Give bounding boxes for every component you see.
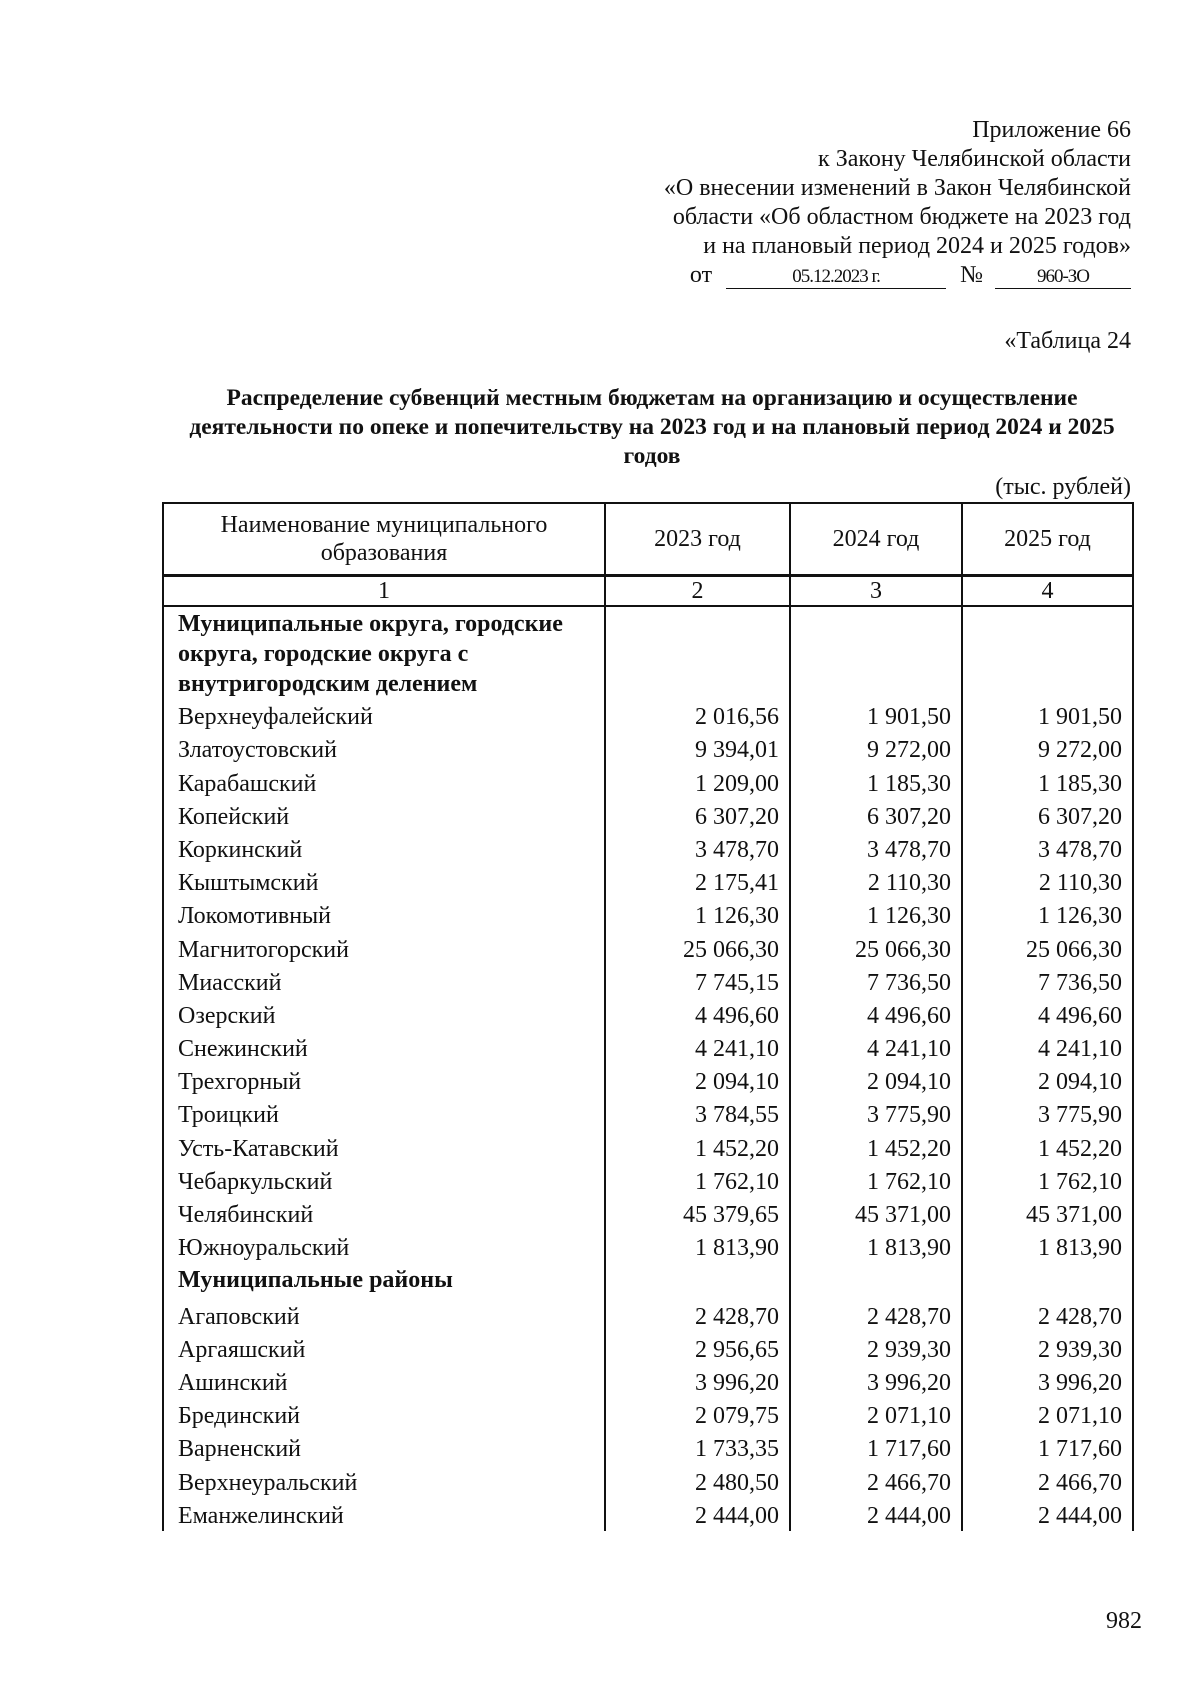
value-2025: 6 307,20 [962, 799, 1133, 832]
table-row [163, 1431, 1133, 1464]
table-row [163, 931, 1133, 964]
table-row [163, 965, 1133, 998]
column-number: 2 [605, 576, 790, 607]
header-row [163, 503, 1133, 576]
value-2024: 1 185,30 [790, 765, 962, 798]
value-2025: 1 452,20 [962, 1130, 1133, 1163]
value-2024: 1 717,60 [790, 1431, 962, 1464]
document-title: Распределение субвенций местным бюджетам на организацию и осуществление деятельности по опеке и попечительству на 2023 год и на плановый период 2024 и 2025 годов [189, 385, 1115, 469]
column-number: 3 [790, 576, 962, 607]
municipality-name: Троицкий [163, 1097, 605, 1130]
column-number: 1 [163, 576, 605, 607]
value-2023: 4 496,60 [605, 998, 790, 1031]
municipality-name: Снежинский [163, 1031, 605, 1064]
value-2025: 1 762,10 [962, 1164, 1133, 1197]
value-2024: 1 452,20 [790, 1130, 962, 1163]
value-2025: 1 901,50 [962, 699, 1133, 732]
header-line: области «Об областном бюджете на 2023 год [672, 204, 1131, 230]
section-title: Муниципальные районы [163, 1263, 605, 1298]
table-body [163, 606, 1133, 1531]
empty-cell [790, 606, 962, 699]
value-2025: 4 496,60 [962, 998, 1133, 1031]
value-2025: 1 717,60 [962, 1431, 1133, 1464]
value-2024: 7 736,50 [790, 965, 962, 998]
table-row [163, 1464, 1133, 1497]
value-2024: 1 126,30 [790, 898, 962, 931]
from-label: от [689, 262, 713, 288]
value-2024: 1 901,50 [790, 699, 962, 732]
value-2023: 1 733,35 [605, 1431, 790, 1464]
value-2023: 1 452,20 [605, 1130, 790, 1163]
value-2024: 25 066,30 [790, 931, 962, 964]
municipality-name: Аргаяшский [163, 1332, 605, 1365]
value-2025: 2 110,30 [962, 865, 1133, 898]
value-2025: 1 813,90 [962, 1230, 1133, 1263]
value-2023: 7 745,15 [605, 965, 790, 998]
law-date: 05.12.2023 г. [726, 266, 946, 289]
empty-cell [962, 606, 1133, 699]
value-2023: 6 307,20 [605, 799, 790, 832]
municipality-name: Озерский [163, 998, 605, 1031]
table-row [163, 1365, 1133, 1398]
value-2025: 9 272,00 [962, 732, 1133, 765]
value-2025: 2 094,10 [962, 1064, 1133, 1097]
value-2024: 2 428,70 [790, 1298, 962, 1331]
value-2023: 3 784,55 [605, 1097, 790, 1130]
value-2023: 3 478,70 [605, 832, 790, 865]
municipality-name: Кыштымский [163, 865, 605, 898]
value-2023: 2 428,70 [605, 1298, 790, 1331]
municipality-name: Варненский [163, 1431, 605, 1464]
header-line: и на плановый период 2024 и 2025 годов» [703, 233, 1131, 259]
table-row [163, 699, 1133, 732]
value-2023: 1 209,00 [605, 765, 790, 798]
value-2024: 9 272,00 [790, 732, 962, 765]
value-2023: 25 066,30 [605, 931, 790, 964]
value-2025: 2 428,70 [962, 1298, 1133, 1331]
value-2023: 1 126,30 [605, 898, 790, 931]
value-2023: 2 444,00 [605, 1498, 790, 1531]
value-2023: 4 241,10 [605, 1031, 790, 1064]
value-2023: 2 016,56 [605, 699, 790, 732]
table-row [163, 1130, 1133, 1163]
municipality-name: Коркинский [163, 832, 605, 865]
value-2024: 3 478,70 [790, 832, 962, 865]
table-row [163, 1097, 1133, 1130]
table-row [163, 998, 1133, 1031]
section-row [163, 606, 1133, 699]
table-row [163, 1230, 1133, 1263]
municipality-name: Верхнеуральский [163, 1464, 605, 1497]
table-row [163, 1197, 1133, 1230]
table-row [163, 732, 1133, 765]
table-row [163, 1164, 1133, 1197]
municipality-name: Карабашский [163, 765, 605, 798]
value-2023: 1 762,10 [605, 1164, 790, 1197]
value-2024: 4 241,10 [790, 1031, 962, 1064]
value-2023: 45 379,65 [605, 1197, 790, 1230]
subvention-table [162, 502, 1134, 1531]
header-line: «О внесении изменений в Закон Челябинской [663, 175, 1131, 201]
value-2024: 45 371,00 [790, 1197, 962, 1230]
column-number: 4 [962, 576, 1133, 607]
section-row [163, 1263, 1133, 1298]
value-2024: 2 094,10 [790, 1064, 962, 1097]
table-row [163, 1498, 1133, 1531]
value-2023: 2 175,41 [605, 865, 790, 898]
value-2023: 2 079,75 [605, 1398, 790, 1431]
column-number-row [163, 576, 1133, 607]
units-label: (тыс. рублей) [995, 474, 1131, 500]
table-row [163, 1332, 1133, 1365]
page-number: 982 [1106, 1608, 1142, 1634]
municipality-name: Челябинский [163, 1197, 605, 1230]
municipality-name: Чебаркульский [163, 1164, 605, 1197]
header-line: к Закону Челябинской области [818, 146, 1131, 172]
empty-cell [605, 606, 790, 699]
value-2023: 9 394,01 [605, 732, 790, 765]
value-2024: 1 762,10 [790, 1164, 962, 1197]
table-row [163, 765, 1133, 798]
empty-cell [605, 1263, 790, 1298]
municipality-name: Трехгорный [163, 1064, 605, 1097]
empty-cell [790, 1263, 962, 1298]
value-2025: 25 066,30 [962, 931, 1133, 964]
value-2025: 2 939,30 [962, 1332, 1133, 1365]
column-header-2024: 2024 год [790, 503, 962, 576]
municipality-name: Миасский [163, 965, 605, 998]
value-2025: 4 241,10 [962, 1031, 1133, 1064]
value-2025: 1 185,30 [962, 765, 1133, 798]
municipality-name: Брединский [163, 1398, 605, 1431]
value-2025: 3 775,90 [962, 1097, 1133, 1130]
municipality-name: Локомотивный [163, 898, 605, 931]
value-2024: 2 466,70 [790, 1464, 962, 1497]
appendix-header [664, 116, 1131, 290]
municipality-name: Агаповский [163, 1298, 605, 1331]
signature-line [664, 261, 1131, 290]
value-2024: 3 996,20 [790, 1365, 962, 1398]
header-line: Приложение 66 [972, 117, 1131, 143]
value-2024: 2 939,30 [790, 1332, 962, 1365]
table-row [163, 799, 1133, 832]
value-2025: 2 071,10 [962, 1398, 1133, 1431]
table-row [163, 1064, 1133, 1097]
law-number: 960-ЗО [995, 266, 1131, 289]
column-header-2025: 2025 год [962, 503, 1133, 576]
table-row [163, 898, 1133, 931]
municipality-name: Ашинский [163, 1365, 605, 1398]
value-2023: 2 094,10 [605, 1064, 790, 1097]
value-2025: 7 736,50 [962, 965, 1133, 998]
value-2023: 1 813,90 [605, 1230, 790, 1263]
value-2024: 6 307,20 [790, 799, 962, 832]
column-header-name: Наименование муниципального образования [163, 503, 605, 576]
value-2025: 3 996,20 [962, 1365, 1133, 1398]
value-2024: 4 496,60 [790, 998, 962, 1031]
municipality-name: Магнитогорский [163, 931, 605, 964]
empty-cell [962, 1263, 1133, 1298]
section-title: Муниципальные округа, городские округа, городские округа с внутригородским делением [163, 606, 605, 699]
value-2024: 1 813,90 [790, 1230, 962, 1263]
value-2023: 3 996,20 [605, 1365, 790, 1398]
municipality-name: Копейский [163, 799, 605, 832]
table-row [163, 832, 1133, 865]
value-2025: 1 126,30 [962, 898, 1133, 931]
table-row [163, 1031, 1133, 1064]
value-2025: 3 478,70 [962, 832, 1133, 865]
table-row [163, 1298, 1133, 1331]
number-label: № [960, 262, 983, 288]
value-2023: 2 480,50 [605, 1464, 790, 1497]
municipality-name: Верхнеуфалейский [163, 699, 605, 732]
value-2024: 3 775,90 [790, 1097, 962, 1130]
value-2024: 2 110,30 [790, 865, 962, 898]
value-2025: 2 466,70 [962, 1464, 1133, 1497]
column-header-2023: 2023 год [605, 503, 790, 576]
municipality-name: Южноуральский [163, 1230, 605, 1263]
value-2023: 2 956,65 [605, 1332, 790, 1365]
table-row [163, 865, 1133, 898]
value-2025: 45 371,00 [962, 1197, 1133, 1230]
municipality-name: Еманжелинский [163, 1498, 605, 1531]
value-2024: 2 071,10 [790, 1398, 962, 1431]
value-2024: 2 444,00 [790, 1498, 962, 1531]
value-2025: 2 444,00 [962, 1498, 1133, 1531]
municipality-name: Усть-Катавский [163, 1130, 605, 1163]
table-row [163, 1398, 1133, 1431]
table-reference: «Таблица 24 [1004, 328, 1131, 354]
municipality-name: Златоустовский [163, 732, 605, 765]
